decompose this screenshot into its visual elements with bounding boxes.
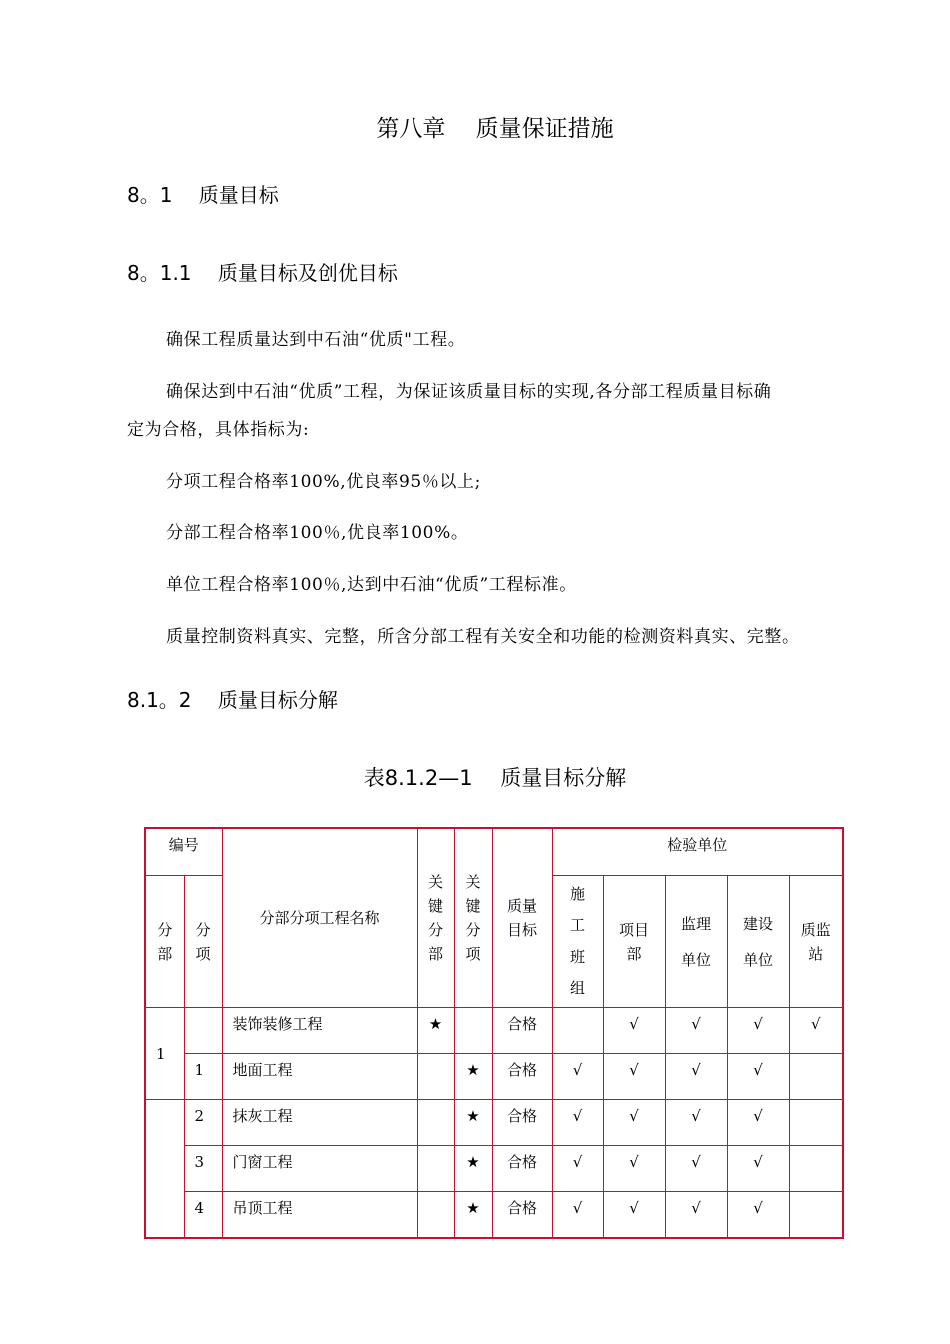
cell-key-item: ★	[454, 1192, 492, 1239]
header-quality-station-text: 质监站	[800, 920, 831, 963]
section-heading-8-1-1: 8。1.1 质量目标及创优目标	[127, 261, 398, 285]
cell-key-part	[417, 1192, 454, 1239]
cell-name: 地面工程	[222, 1054, 417, 1100]
header-part-text: 分部	[157, 920, 173, 963]
header-quality-station	[789, 876, 843, 1008]
cell-construction-team: √	[552, 1054, 603, 1100]
cell-name: 门窗工程	[222, 1146, 417, 1192]
cell-name: 装饰装修工程	[222, 1008, 417, 1054]
table-row	[145, 1008, 843, 1054]
paragraph-goal-detail-line1: 确保达到中石油“优质”工程，为保证该质量目标的实现,各分部工程质量目标确	[166, 382, 772, 402]
header-quality-goal-text: 质量目标	[507, 897, 538, 939]
cell-quality-station	[789, 1054, 843, 1100]
cell-construction-unit: √	[727, 1008, 789, 1054]
cell-project-dept: √	[603, 1100, 665, 1146]
cell-item: 3	[184, 1146, 222, 1192]
cell-key-item	[454, 1008, 492, 1054]
cell-part	[145, 1100, 184, 1239]
header-construction-team-text: 施工班组	[570, 884, 586, 997]
header-inspection-units: 检验单位	[552, 828, 843, 876]
table-caption: 表8.1.2—1 质量目标分解	[363, 766, 627, 790]
cell-key-item: ★	[454, 1100, 492, 1146]
table-row	[145, 1192, 843, 1239]
header-project-dept	[603, 876, 665, 1008]
header-name: 分部分项工程名称	[222, 828, 417, 1008]
cell-supervision-unit: √	[665, 1054, 727, 1100]
cell-name: 吊顶工程	[222, 1192, 417, 1239]
header-construction-unit	[727, 876, 789, 1008]
table-row	[145, 1054, 843, 1100]
header-supervision-unit-text: 监理单位	[681, 914, 712, 969]
cell-goal: 合格	[492, 1008, 552, 1054]
header-key-part-text: 关键分部	[428, 873, 444, 963]
cell-construction-unit: √	[727, 1146, 789, 1192]
paragraph-unit-rate: 单位工程合格率100％,达到中石油“优质”工程标准。	[166, 575, 577, 595]
cell-goal: 合格	[492, 1192, 552, 1239]
header-item-text: 分项	[195, 920, 211, 963]
header-project-dept-text: 项目部	[619, 920, 650, 963]
paragraph-quality-goal: 确保工程质量达到中石油“优质"工程。	[166, 330, 466, 350]
cell-goal: 合格	[492, 1146, 552, 1192]
cell-project-dept: √	[603, 1192, 665, 1239]
header-quality-goal	[492, 828, 552, 1008]
cell-item	[184, 1008, 222, 1054]
header-construction-team	[552, 876, 603, 1008]
header-number: 编号	[145, 828, 222, 876]
cell-goal: 合格	[492, 1100, 552, 1146]
cell-construction-unit: √	[727, 1192, 789, 1239]
paragraph-part-rate: 分部工程合格率100％,优良率100%。	[166, 523, 469, 543]
cell-item: 1	[184, 1054, 222, 1100]
header-key-item	[454, 828, 492, 1008]
chapter-title: 第八章 质量保证措施	[376, 116, 614, 142]
header-item	[184, 876, 222, 1008]
header-supervision-unit	[665, 876, 727, 1008]
header-key-part	[417, 828, 454, 1008]
cell-quality-station: √	[789, 1008, 843, 1054]
table-row	[145, 1146, 843, 1192]
cell-construction-team: √	[552, 1192, 603, 1239]
cell-item: 4	[184, 1192, 222, 1239]
cell-key-part: ★	[417, 1008, 454, 1054]
cell-key-item: ★	[454, 1054, 492, 1100]
cell-key-part	[417, 1054, 454, 1100]
table-row	[145, 1100, 843, 1146]
cell-construction-unit: √	[727, 1100, 789, 1146]
cell-construction-unit: √	[727, 1054, 789, 1100]
quality-goal-table	[144, 827, 844, 1239]
cell-supervision-unit: √	[665, 1100, 727, 1146]
cell-construction-team	[552, 1008, 603, 1054]
header-part	[145, 876, 184, 1008]
cell-name: 抹灰工程	[222, 1100, 417, 1146]
section-heading-8-1-2: 8.1。2 质量目标分解	[127, 688, 338, 712]
cell-project-dept: √	[603, 1008, 665, 1054]
cell-item: 2	[184, 1100, 222, 1146]
cell-part: 1	[145, 1008, 184, 1100]
paragraph-item-rate: 分项工程合格率100%,优良率95％以上;	[166, 472, 481, 492]
paragraph-data-integrity: 质量控制资料真实、完整，所含分部工程有关安全和功能的检测资料真实、完整。	[166, 627, 800, 647]
header-key-item-text: 关键分项	[465, 873, 481, 963]
cell-supervision-unit: √	[665, 1008, 727, 1054]
cell-construction-team: √	[552, 1100, 603, 1146]
cell-quality-station	[789, 1192, 843, 1239]
cell-quality-station	[789, 1146, 843, 1192]
cell-project-dept: √	[603, 1054, 665, 1100]
cell-goal: 合格	[492, 1054, 552, 1100]
cell-key-item: ★	[454, 1146, 492, 1192]
cell-supervision-unit: √	[665, 1146, 727, 1192]
cell-quality-station	[789, 1100, 843, 1146]
section-heading-8-1: 8。1 质量目标	[127, 183, 279, 207]
cell-key-part	[417, 1100, 454, 1146]
cell-construction-team: √	[552, 1146, 603, 1192]
paragraph-goal-detail-line2: 定为合格，具体指标为:	[127, 420, 310, 440]
cell-project-dept: √	[603, 1146, 665, 1192]
cell-supervision-unit: √	[665, 1192, 727, 1239]
header-construction-unit-text: 建设单位	[743, 914, 774, 969]
cell-key-part	[417, 1146, 454, 1192]
